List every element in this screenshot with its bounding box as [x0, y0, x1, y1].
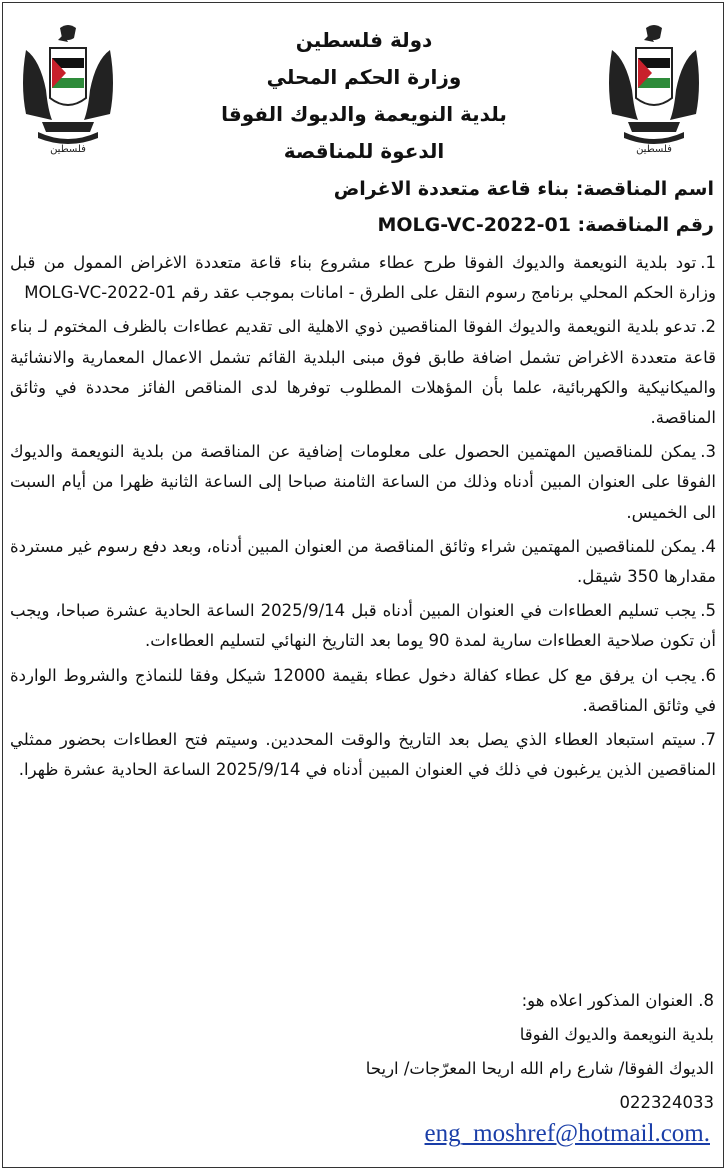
address-block	[14, 984, 714, 1120]
address-line-2: الديوك الفوقا/ شارع رام الله اريحا المعرّجات/ اريحا	[365, 1059, 714, 1078]
phone-number: 022324033	[619, 1093, 714, 1112]
address-line-1: بلدية النويعمة والديوك الفوقا	[519, 1025, 714, 1044]
tender-meta	[14, 174, 714, 240]
email-link[interactable]: eng_moshref@hotmail.com.	[424, 1120, 710, 1147]
item-2: 2.تدعو بلدية النويعمة والديوك الفوقا المناقصين ذوي الاهلية الى تقديم عطاءات بالظرف المختوم لـ بناء قاعة متعددة الاغراض تشمل اضافة طابق فوق مبنى البلدية القائم تشمل الاعمال المعمارية والانشائية والميكانيكية والكهربائية، علما بأن المؤهلات المطلوب توفرها لدى المناقص الفائز محددة في وثائق المناقصة.	[10, 317, 716, 428]
ministry-name: وزارة الحكم المحلي	[266, 65, 462, 89]
tender-name-label: اسم المناقصة:	[569, 178, 714, 200]
address-heading: 8. العنوان المذكور اعلاه هو:	[521, 991, 714, 1010]
item-3: 3.يمكن للمناقصين المهتمين الحصول على معلومات إضافية عن المناقصة من بلدية النويعمة والديوك الفوقا على العنوان المبين أدناه وذلك من الساعة الثامنة صباحا إلى الساعة الثانية ظهرا من أيام السبت الى الخميس.	[10, 442, 716, 522]
item-7: 7.سيتم استبعاد العطاء الذي يصل بعد التاريخ والوقت المحددين. وسيتم فتح العطاءات بحضور ممثلي المناقصين الذين يرغبون في ذلك في العنوان المبين أدناه في 2025/9/14 الساعة الحادية عشرة ظهرا.	[10, 730, 716, 780]
tender-items	[10, 248, 716, 789]
municipality-name: بلدية النويعمة والديوك الفوقا	[221, 102, 507, 126]
tender-name-row	[14, 174, 714, 204]
emblem-label: فلسطين	[636, 144, 672, 155]
tender-number-value: MOLG-VC-2022-01	[377, 214, 571, 236]
tender-invitation-title: الدعوة للمناقصة	[283, 139, 445, 163]
tender-name-value: بناء قاعة متعددة الاغراض	[333, 178, 570, 200]
palestine-eagle-emblem-right	[606, 20, 702, 160]
tender-number-row	[14, 210, 714, 240]
item-6: 6.يجب ان يرفق مع كل عطاء كفالة دخول عطاء بقيمة 12000 شيكل وفقا للنماذج والشروط الواردة في وثائق المناقصة.	[10, 665, 716, 715]
item-4: 4.يمكن للمناقصين المهتمين شراء وثائق المناقصة من العنوان المبين أدناه، وبعد دفع رسوم غير مستردة مقدارها 350 شيقل.	[10, 536, 716, 587]
item-5: 5.يجب تسليم العطاءات في العنوان المبين أدناه قبل 2025/9/14 الساعة الحادية عشرة صباحا، ويجب أن تكون صلاحية العطاءات سارية لمدة 90 يوما بعد التاريخ النهائي لتسليم العطاءات.	[10, 601, 716, 651]
item-1: 1.تود بلدية النويعمة والديوك الفوقا طرح عطاء مشروع بناء قاعة متعددة الاغراض الممول من قبل وزارة الحكم المحلي برنامج رسوم النقل على الطرق - امانات بموجب عقد رقم MOLG-VC-2022-01	[10, 253, 716, 303]
tender-number-label: رقم المناقصة:	[570, 214, 714, 236]
header-block	[140, 22, 588, 170]
state-name: دولة فلسطين	[295, 28, 433, 52]
emblem-label: فلسطين	[50, 144, 86, 155]
palestine-eagle-emblem-left	[20, 20, 116, 160]
